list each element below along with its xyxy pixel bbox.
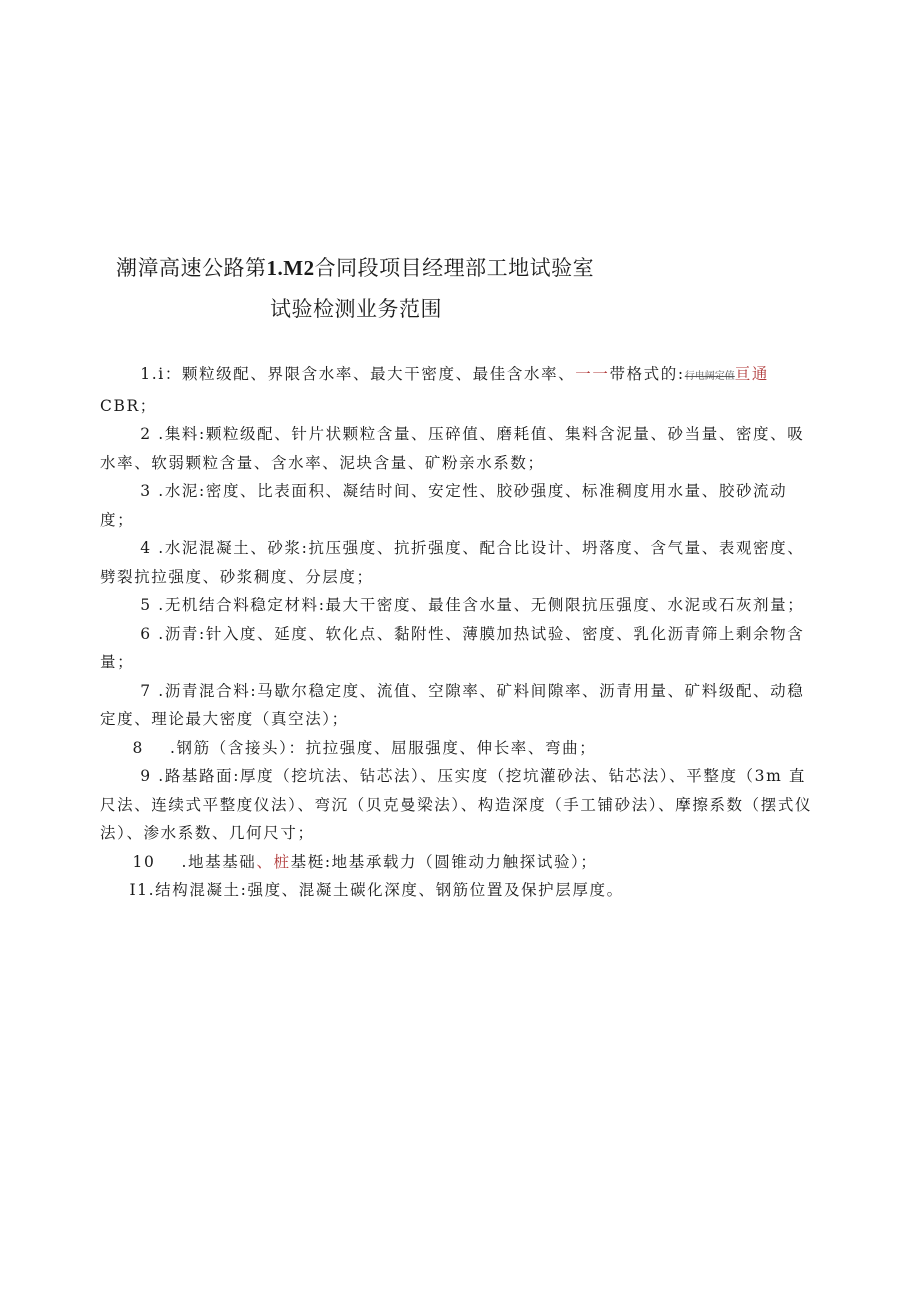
- list-item: 6 .沥青:针入度、延度、软化点、黏附性、薄膜加热试验、密度、乳化沥青筛上剩余物含量；: [100, 624, 805, 671]
- revision-insert: 亘通: [734, 365, 769, 383]
- list-item: 7 .沥青混合料:马歇尔稳定度、流值、空隙率、矿料间隙率、沥青用量、矿料级配、动稳定度、理论最大密度（真空法）；: [100, 681, 805, 728]
- list-item: 2 .集料:颗粒级配、针片状颗粒含量、压碎值、磨耗值、集料含泥量、砂当量、密度、吸水率、软弱颗粒含量、含水率、泥块含量、矿粉亲水系数；: [100, 425, 805, 472]
- list-item: 4 .水泥混凝土、砂浆:抗压强度、抗折强度、配合比设计、坍落度、含气量、表观密度、劈裂抗拉强度、砂浆稠度、分层度；: [100, 539, 805, 586]
- list-item: 10 .地基基础、桩基梃:地基承载力（圆锥动力触探试验）；: [132, 852, 598, 871]
- list-item: 3 .水泥:密度、比表面积、凝结时间、安定性、胶砂强度、标准稠度用水量、胶砂流动度；: [100, 482, 788, 529]
- document-subtitle: 试验检测业务范围: [270, 297, 442, 321]
- scope-list: [100, 360, 820, 905]
- list-item: 5 .无机结合料稳定材料:最大干密度、最佳含水量、无侧限抗压强度、水泥或石灰剂量；: [140, 596, 805, 614]
- list-item: 9 .路基路面:厚度（挖坑法、钻芯法）、压实度（挖坑灌砂法、钻芯法）、平整度（3m 直尺法、连续式平整度仪法）、弯沉（贝克曼梁法）、构造深度（手工铺砂法）、摩擦系数（摆式仪法）、渗水系数、几何尺寸；: [100, 767, 813, 842]
- revision-insert: 、桩: [256, 852, 291, 871]
- list-item: I1.结构混凝土:强度、混凝土碳化深度、钢筋位置及保护层厚度。: [129, 881, 624, 899]
- list-item: 8 .钢筋（含接头）：抗拉强度、屈服强度、伸长率、弯曲；: [132, 738, 597, 757]
- title-prefix: 潮漳高速公路第: [116, 256, 267, 280]
- format-comment: 带格式的:: [609, 365, 685, 383]
- list-item: 1.i：颗粒级配、界限含水率、最大干密度、最佳含水率、一一带格式的:行电阔定值亘通 CBR；: [100, 365, 769, 415]
- document-title: [116, 252, 594, 282]
- title-contract-number: 1.M2: [266, 256, 315, 280]
- revision-dash: 一一: [575, 365, 610, 383]
- title-suffix: 合同段项目经理部工地试验室: [314, 256, 595, 280]
- deleted-text: 行电阔定值: [684, 371, 735, 382]
